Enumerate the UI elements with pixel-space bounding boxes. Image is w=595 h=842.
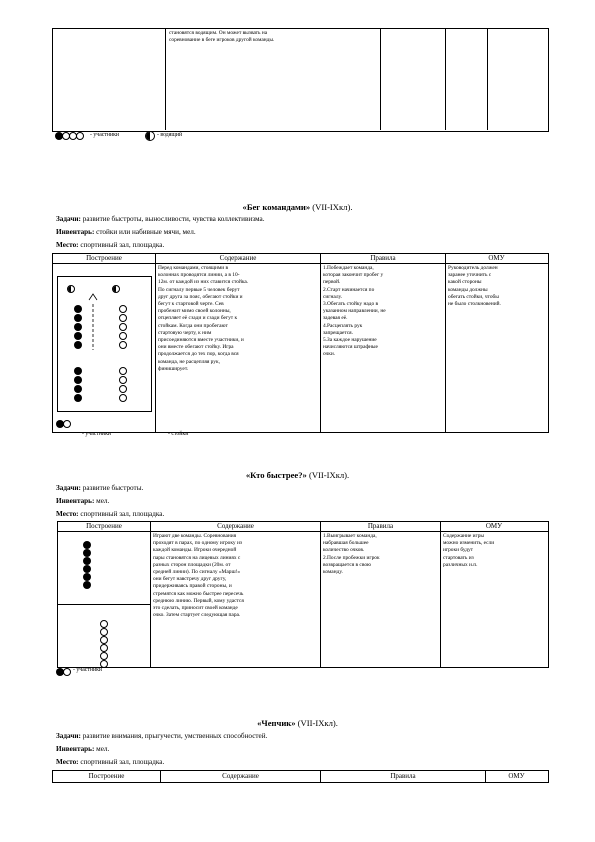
text-line: средней линии). По сигналу «Марш!» (153, 569, 241, 576)
text-line: стартовать из (443, 554, 474, 561)
text-line: заранее уточнить с (448, 272, 492, 279)
text-line: друг друга за пояс, обегают стойки и (158, 293, 243, 300)
game1-header-content: Содержание (219, 254, 257, 262)
white-player-icon (63, 668, 71, 676)
text-line: Перед командами, стоящими в (158, 265, 229, 271)
text-line: стремятся как можно быстрее пересечь (153, 590, 244, 597)
text-line: Содержание игры (443, 533, 485, 539)
text-line: игроки будут (443, 547, 474, 554)
text-line: бегут к стартовой черте. Сев (158, 301, 224, 308)
game1-omu-text (448, 265, 545, 308)
text-line: они бегут навстречу друг другу, (153, 576, 227, 583)
game2-header-rules: Правила (367, 522, 394, 530)
text-line: возвращается в свою (323, 561, 372, 568)
legend-participants-label: - участники (82, 431, 111, 437)
text-line: сигналу. (323, 293, 343, 300)
game2-title: «Кто быстрее?» (VII-IXкл). (245, 470, 350, 480)
text-line: набравшая большее (323, 540, 369, 547)
text-line: 4.Расцеплять рук (323, 322, 363, 329)
white-player-icon (100, 644, 108, 652)
game1-header-construction: Построение (86, 254, 122, 262)
black-player-icon (83, 541, 91, 549)
text-line: какой стороны (448, 279, 482, 286)
text-line: присоединяются вместе участники, и (158, 337, 244, 344)
white-player-icon (76, 132, 84, 140)
game2-place: Место: спортивный зал, площадка. (56, 510, 165, 518)
text-line: 1.Выигрывает команда, (323, 533, 377, 539)
text-line: стартовую черту, к ним (158, 329, 212, 336)
text-line: 1.Побеждает команда, (323, 265, 374, 271)
text-line: разных сторон площадки (20м. от (153, 561, 231, 568)
game2-rules-text (323, 533, 438, 576)
white-player-icon (119, 341, 127, 349)
black-player-icon (74, 305, 82, 313)
black-player-icon (83, 573, 91, 581)
text-line: 5.За каждое нарушение (323, 337, 377, 344)
game1-rules-text (323, 265, 443, 359)
white-player-icon (119, 367, 127, 375)
legend-participants-label: - участники (73, 667, 102, 673)
stand-icon (112, 285, 120, 293)
text-line: отцепляет её сзади и сзади бегут к (158, 315, 238, 322)
game1-equipment: Инвентарь: стойки или набивные мячи, мел. (56, 228, 196, 236)
game1-header-omu: ОМУ (488, 254, 505, 262)
game3-header-construction: Построение (88, 772, 125, 780)
black-player-icon (74, 367, 82, 375)
text-line: 2.После пробежки игрок (323, 554, 380, 561)
game1-place: Место: спортивный зал, площадка. (56, 241, 165, 249)
legend-stands-label: - стойки (168, 431, 189, 437)
game3-equipment: Инвентарь: мел. (56, 745, 110, 753)
black-player-icon (83, 565, 91, 573)
black-player-icon (83, 557, 91, 565)
game3-header-rules: Правила (390, 772, 416, 780)
game2-header-content: Содержание (217, 522, 254, 530)
game3-header-content: Содержание (222, 772, 259, 780)
white-player-icon (119, 314, 127, 322)
text-line: задевая её. (323, 315, 348, 322)
middle-line (57, 604, 150, 605)
text-line: можно изменить, если (443, 540, 495, 547)
text-line: 12м. от каждой из них ставится стойка. (158, 279, 249, 286)
text-line: пары становятся на лицевых линиях с (153, 554, 241, 561)
black-player-icon (83, 581, 91, 589)
game3-header-omu: ОМУ (508, 772, 525, 780)
game2-content-text (153, 533, 318, 619)
text-line: указанном направлении, не (323, 308, 386, 315)
text-line: очко. Затем стартует следующая пара. (153, 612, 241, 619)
legend-participants-label: - участники (90, 132, 119, 138)
white-player-icon (119, 332, 127, 340)
text-line: каждой команды. Игроки очередной (153, 547, 237, 554)
game3-task: Задачи: развитие внимания, прыгучести, умственных способностей. (56, 732, 268, 740)
white-player-icon (100, 636, 108, 644)
black-player-icon (74, 323, 82, 331)
white-player-icon (119, 394, 127, 402)
direction-arrow-icon (86, 292, 100, 352)
text-line: которая закончит пробег у (323, 272, 384, 279)
black-player-icon (74, 314, 82, 322)
text-line: стойкам. Когда они пробегают (158, 322, 228, 329)
text-line: различных и.п. (443, 561, 478, 568)
game1-header-rules: Правила (370, 254, 396, 262)
text-line: финиширует. (158, 365, 189, 372)
game1-task: Задачи: развитие быстроты, выносливости, чувства коллективизма. (56, 215, 265, 223)
text-line: Руководитель должен (448, 265, 498, 271)
white-player-icon (63, 420, 71, 428)
white-player-icon (100, 620, 108, 628)
text-line: не было столкновений. (448, 301, 501, 308)
stand-icon (67, 285, 75, 293)
text-line: очки. (323, 351, 336, 358)
text-line: колоннах проводятся линии, а в 10- (158, 272, 240, 279)
text-line: запрещается. (323, 329, 354, 336)
text-line: первой. (323, 279, 341, 286)
text-line: команда, не расцепляя рук, (158, 358, 220, 365)
text-line: это сделать, приносит своей команде (153, 605, 238, 612)
game1-court (57, 276, 152, 412)
text-line: 2.Старт начинается по (323, 286, 375, 293)
game2-header-construction: Построение (86, 522, 122, 530)
text-line: начисляются штрафные (323, 344, 378, 351)
game2-omu-text (443, 533, 545, 569)
text-line: обегать стойки, чтобы (448, 293, 499, 300)
white-player-icon (100, 652, 108, 660)
white-player-icon (119, 323, 127, 331)
legend-driver-label: - водящий (157, 132, 183, 138)
game2-header-omu: ОМУ (485, 522, 503, 530)
text-line: пробежит мимо своей колонны, (158, 308, 231, 315)
text-line: команду. (323, 569, 343, 576)
black-player-icon (74, 332, 82, 340)
black-player-icon (83, 549, 91, 557)
text-line: продолжается до тех пор, когда вся (158, 351, 239, 358)
text-line: они вместе обегают стойку. Игра (158, 344, 234, 351)
game2-equipment: Инвентарь: мел. (56, 497, 110, 505)
game3-place: Место: спортивный зал, площадка. (56, 758, 165, 766)
game2-task: Задачи: развитие быстроты. (56, 484, 144, 492)
black-player-icon (74, 376, 82, 384)
white-player-icon (119, 385, 127, 393)
game1-content-text (158, 265, 318, 373)
black-player-icon (74, 341, 82, 349)
text-line: среднюю линию. Первый, кому удастся (153, 597, 244, 604)
text-line: 3.Обегать стойку надо в (323, 301, 379, 308)
text-line: Играют две команды. Соревнования (153, 533, 237, 539)
text-line: проходят в парах, по одному игроку из (153, 540, 242, 547)
black-player-icon (74, 385, 82, 393)
prev-content-text: становятся водящим. Он может вызвать на соревнование в беге игроков другой команды. (169, 30, 275, 44)
white-player-icon (119, 376, 127, 384)
text-line: По сигналу первые 5 человек берут (158, 286, 240, 293)
game1-title: «Бег командами» (VII-IXкл). (242, 202, 353, 212)
text-line: команды должны (448, 286, 488, 293)
game3-title: «Чепчик» (VII-IXкл). (257, 718, 338, 728)
text-line: придерживаясь правой стороны, и (153, 583, 232, 590)
text-line: количество очков. (323, 547, 365, 554)
white-player-icon (119, 305, 127, 313)
white-player-icon (100, 628, 108, 636)
driver-icon (145, 131, 155, 141)
black-player-icon (74, 394, 82, 402)
